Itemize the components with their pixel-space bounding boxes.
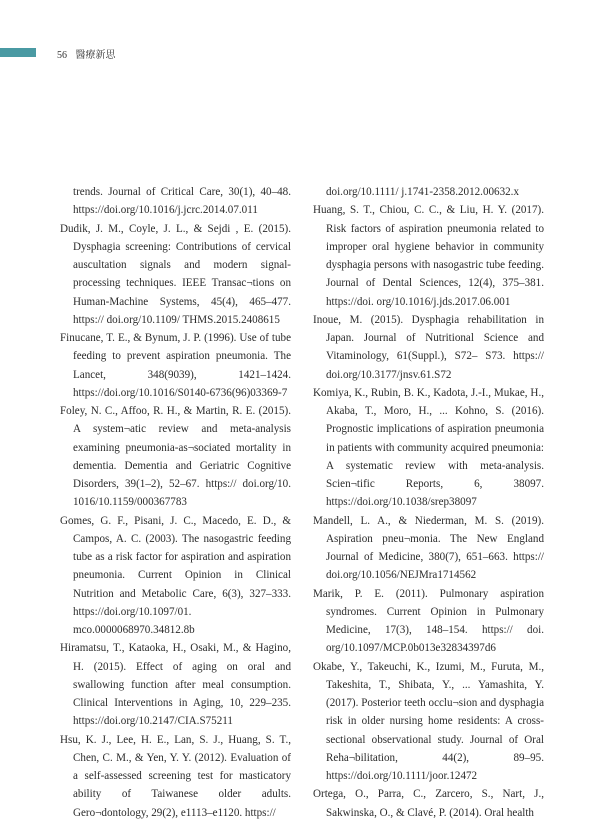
reference-entry: Marik, P. E. (2011). Pulmonary aspiration syndromes. Current Opinion in Pulmonary Medicine, 17(3), 148–154. https:// doi. org/10.1097/MCP.0b013e32834397d6 — [313, 587, 544, 655]
references-right-column — [313, 183, 544, 822]
reference-entry: Dudik, J. M., Coyle, J. L., & Sejdi , E. (2015). Dysphagia screening: Contributions of cervical auscultation signals and modern signal-processing techniques. IEEE Transac¬tions on Human-Machine Systems, 45(4), 465–477. https:// doi.org/10.1109/ THMS.2015.2408615 — [60, 222, 291, 326]
references-left-column — [60, 183, 291, 822]
reference-entry: Gomes, G. F., Pisani, J. C., Macedo, E. D., & Campos, A. C. (2003). The nasogastric feeding tube as a risk factor for aspiration and aspiration pneumonia. Current Opinion in Clinical Nutrition and Metabolic Care, 6(3), 327–333. https://doi.org/10.1097/01. mco.0000068970.34812.8b — [60, 514, 291, 636]
running-header — [57, 46, 116, 61]
reference-entry: Huang, S. T., Chiou, C. C., & Liu, H. Y. (2017). Risk factors of aspiration pneumonia related to improper oral hygiene behavior in community dysphagia persons with nasogastric tube feeding. Journal of Dental Sciences, 12(4), 375–381. https://doi. org/10.1016/j.jds.2017.06.001 — [313, 204, 544, 308]
page-number: 56 — [57, 50, 67, 61]
reference-entry: Hsu, K. J., Lee, H. E., Lan, S. J., Huang, S. T., Chen, C. M., & Yen, Y. Y. (2012). Evaluation of a self-assessed screening test for masticatory ability of Taiwanese older adults. Gero¬dontology, 29(2), e1113–e1120. https:// — [60, 733, 291, 819]
reference-entry: Hiramatsu, T., Kataoka, H., Osaki, M., & Hagino, H. (2015). Effect of aging on oral and swallowing function after meal consumption. Clinical Interventions in Aging, 10, 229–235. https://doi.org/10.2147/CIA.S75211 — [60, 642, 291, 728]
reference-entry-continued: doi.org/10.1111/ j.1741-2358.2012.00632.x — [326, 186, 520, 198]
reference-entry: Mandell, L. A., & Niederman, M. S. (2019). Aspiration pneu¬monia. The New England Journal of Medicine, 380(7), 651–663. https:// doi.org/10.1056/NEJMra1714562 — [313, 514, 544, 582]
reference-entry: Ortega, O., Parra, C., Zarcero, S., Nart, J., Sakwinska, O., & Clavé, P. (2014). Oral health — [313, 788, 544, 819]
reference-entry: Komiya, K., Rubin, B. K., Kadota, J.-I., Mukae, H., Akaba, T., Moro, H., ... Kohno, S. (2016). Prognostic implications of aspiration pneumonia in patients with community acquired pneumonia: A systematic review with meta-analysis. Scien¬tific Reports, 6, 38097. https://doi.org/10.1038/srep38097 — [313, 386, 544, 509]
reference-entry: Foley, N. C., Affoo, R. H., & Martin, R. E. (2015). A system¬atic review and meta-analysis examining pneumonia-as¬sociated mortality in dementia. Dementia and Geriatric Cognitive Disorders, 39(1–2), 52–67. https:// doi.org/10. 1016/10.1159/000367783 — [60, 405, 291, 509]
reference-entry: Finucane, T. E., & Bynum, J. P. (1996). Use of tube feeding to prevent aspiration pneumonia. The Lancet, 348(9039), 1421–1424. https://doi.org/10.1016/S0140-6736(96)03369-7 — [60, 332, 291, 399]
reference-entry-continued: trends. Journal of Critical Care, 30(1), 40–48. https://doi.org/10.1016/j.jcrc.2014.07.011 — [73, 186, 291, 217]
reference-entry: Inoue, M. (2015). Dysphagia rehabilitation in Japan. Journal of Nutritional Science and Vitaminology, 61(Suppl.), S72– S73. https:// doi.org/10.3177/jnsv.61.S72 — [313, 313, 544, 381]
section-title: 醫療新思 — [75, 50, 116, 61]
reference-entry: Okabe, Y., Takeuchi, K., Izumi, M., Furuta, M., Takeshita, T., Shibata, Y., ... Yamashita, Y. (2017). Posterior teeth occlu¬sion and dysphagia risk in older nursing home residents: A cross-sectional observational study. Journal of Oral Reha¬bilitation, 44(2), 89–95. https://doi.org/10.1111/joor.12472 — [313, 660, 544, 782]
header-accent-bar — [0, 48, 36, 57]
